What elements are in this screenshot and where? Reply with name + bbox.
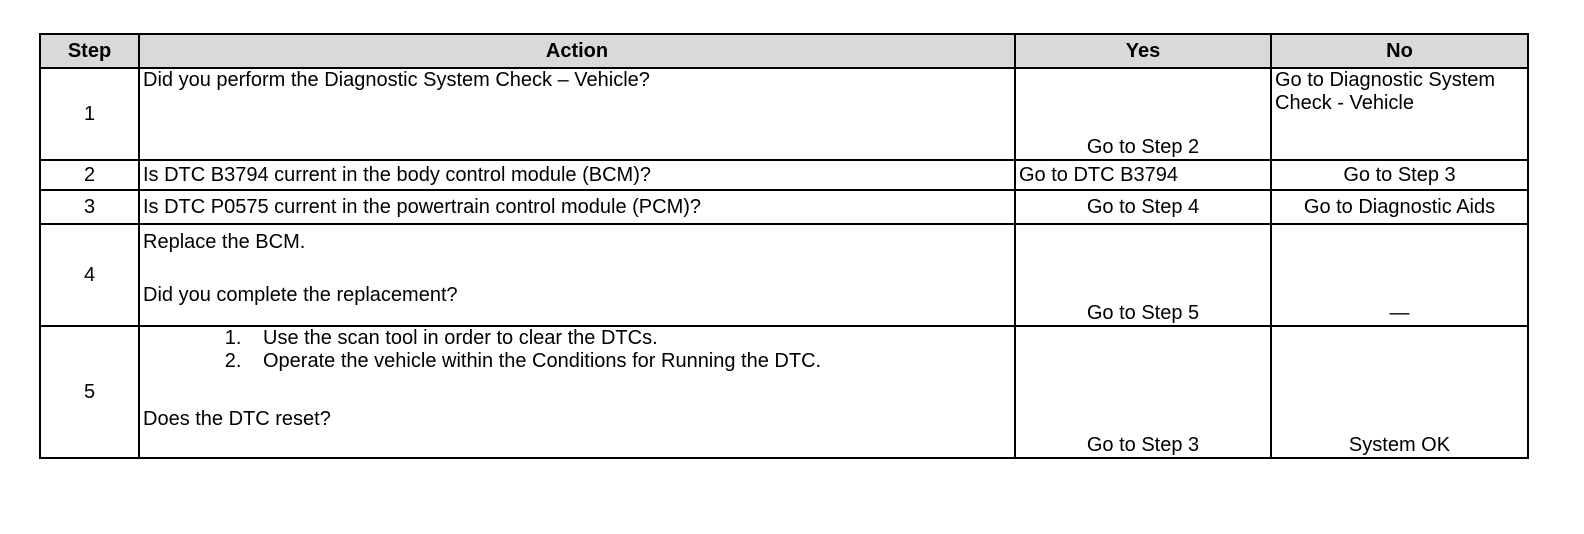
no-result: System OK [1271, 326, 1528, 458]
step-number: 1 [40, 68, 139, 160]
step-number: 5 [40, 326, 139, 458]
action-text: Is DTC B3794 current in the body control module (BCM)? [139, 160, 1015, 190]
action-question: Did you complete the replacement? [143, 284, 458, 306]
step-number: 3 [40, 190, 139, 224]
no-result: Go to Diagnostic System Check - Vehicle [1271, 68, 1528, 160]
step-number: 4 [40, 224, 139, 326]
table-row [40, 160, 1528, 190]
header-yes: Yes [1015, 34, 1271, 68]
action-question: Does the DTC reset? [143, 408, 331, 430]
action-text: Is DTC P0575 current in the powertrain control module (PCM)? [139, 190, 1015, 224]
action-cell [139, 224, 1015, 326]
no-result: Go to Step 3 [1271, 160, 1528, 190]
table-row [40, 190, 1528, 224]
action-instruction: Replace the BCM. [143, 231, 306, 253]
action-text: Did you perform the Diagnostic System Check – Vehicle? [139, 68, 1015, 160]
header-action: Action [139, 34, 1015, 68]
yes-result: Go to Step 3 [1015, 326, 1271, 458]
header-row [40, 34, 1528, 68]
table-row [40, 224, 1528, 326]
action-cell [139, 326, 1015, 458]
yes-result: Go to Step 4 [1015, 190, 1271, 224]
header-no: No [1271, 34, 1528, 68]
no-result: — [1271, 224, 1528, 326]
table-row [40, 68, 1528, 160]
header-step: Step [40, 34, 139, 68]
yes-result: Go to Step 5 [1015, 224, 1271, 326]
diagnostic-table [39, 33, 1529, 459]
yes-result: Go to Step 2 [1015, 68, 1271, 160]
yes-result: Go to DTC B3794 [1015, 160, 1271, 190]
table-row [40, 326, 1528, 458]
no-result: Go to Diagnostic Aids [1271, 190, 1528, 224]
list-item: 2. Operate the vehicle within the Conditions for Running the DTC. [247, 350, 1011, 373]
step-number: 2 [40, 160, 139, 190]
action-steps-list [143, 327, 1011, 373]
list-item: 1. Use the scan tool in order to clear the DTCs. [247, 327, 1011, 350]
